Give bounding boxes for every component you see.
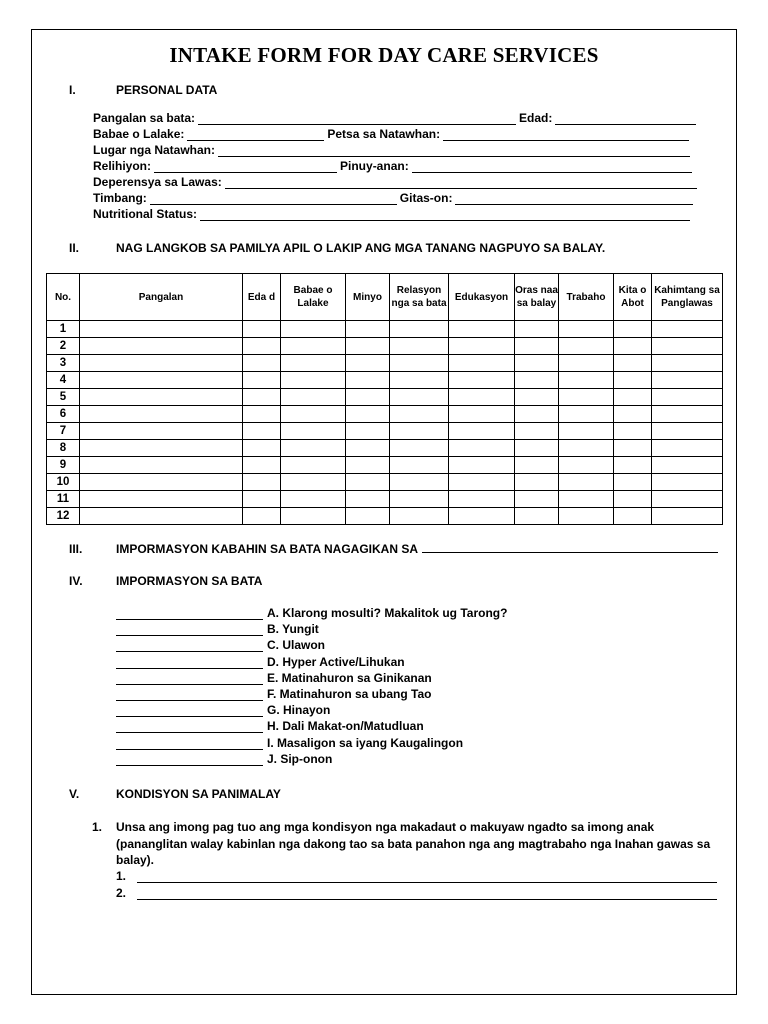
table-row [47, 355, 723, 372]
label-babae: Babae o Lalake: [93, 127, 185, 141]
input-babae[interactable] [187, 130, 324, 141]
child-info-input[interactable] [116, 706, 263, 717]
table-cell[interactable] [652, 457, 723, 474]
section-1-title: PERSONAL DATA [116, 83, 218, 97]
table-cell[interactable] [515, 321, 559, 338]
table-cell[interactable] [346, 355, 390, 372]
table-cell[interactable] [559, 491, 614, 508]
row-lugar [93, 142, 693, 157]
table-cell[interactable] [80, 372, 243, 389]
table-cell[interactable] [281, 474, 346, 491]
input-nutritional[interactable] [200, 210, 690, 221]
row-nutritional [93, 206, 693, 221]
table-cell[interactable] [614, 474, 652, 491]
table-cell[interactable] [559, 321, 614, 338]
child-info-item [116, 751, 332, 766]
child-info-item [116, 654, 405, 669]
table-cell[interactable] [346, 474, 390, 491]
table-cell[interactable] [243, 338, 281, 355]
input-pinuy[interactable] [412, 162, 692, 173]
table-row [47, 372, 723, 389]
row-number: 3 [47, 355, 80, 372]
table-cell[interactable] [80, 474, 243, 491]
table-cell[interactable] [243, 423, 281, 440]
row-number: 5 [47, 389, 80, 406]
row-number: 1 [47, 321, 80, 338]
answer-1-input[interactable] [137, 872, 717, 883]
table-cell[interactable] [390, 321, 449, 338]
table-row [47, 508, 723, 525]
col-header: Babae o Lalake [281, 274, 346, 321]
col-header: No. [47, 274, 80, 321]
table-cell[interactable] [243, 457, 281, 474]
table-cell[interactable] [515, 355, 559, 372]
table-cell[interactable] [652, 406, 723, 423]
section-2-title: NAG LANGKOB SA PAMILYA APIL O LAKIP ANG MGA TANANG NAGPUYO SA BALAY. [116, 241, 606, 255]
input-gitas[interactable] [455, 194, 693, 205]
table-cell[interactable] [80, 406, 243, 423]
label-nutritional: Nutritional Status: [93, 207, 197, 221]
col-header: Kita o Abot [614, 274, 652, 321]
table-cell[interactable] [390, 406, 449, 423]
child-info-item [116, 637, 325, 652]
table-cell[interactable] [243, 321, 281, 338]
table-cell[interactable] [80, 508, 243, 525]
table-cell[interactable] [559, 508, 614, 525]
table-cell[interactable] [281, 491, 346, 508]
child-info-label: D. Hyper Active/Lihukan [267, 654, 405, 669]
table-cell[interactable] [614, 338, 652, 355]
label-petsa: Petsa sa Natawhan: [327, 127, 441, 141]
table-cell[interactable] [281, 372, 346, 389]
table-row [47, 474, 723, 491]
child-info-label: H. Dali Makat-on/Matudluan [267, 719, 424, 734]
table-cell[interactable] [652, 321, 723, 338]
table-cell[interactable] [346, 338, 390, 355]
table-cell[interactable] [449, 474, 515, 491]
table-cell[interactable] [281, 389, 346, 406]
table-cell[interactable] [652, 372, 723, 389]
child-info-input[interactable] [116, 625, 263, 636]
table-cell[interactable] [652, 423, 723, 440]
section-3-number: III. [69, 542, 83, 556]
table-cell[interactable] [449, 423, 515, 440]
table-row [47, 389, 723, 406]
label-pangalan: Pangalan sa bata: [93, 111, 196, 125]
table-cell[interactable] [614, 406, 652, 423]
col-header: Trabaho [559, 274, 614, 321]
table-cell[interactable] [652, 338, 723, 355]
table-cell[interactable] [515, 508, 559, 525]
row-number: 4 [47, 372, 80, 389]
table-cell[interactable] [243, 491, 281, 508]
child-info-input[interactable] [116, 674, 263, 685]
table-cell[interactable] [390, 457, 449, 474]
row-number: 8 [47, 440, 80, 457]
table-cell[interactable] [346, 406, 390, 423]
question-1 [92, 819, 716, 869]
table-cell[interactable] [652, 389, 723, 406]
section-4-number: IV. [69, 574, 83, 588]
child-info-label: B. Yungit [267, 622, 319, 637]
table-row [47, 406, 723, 423]
input-deperensya[interactable] [225, 178, 697, 189]
table-row [47, 321, 723, 338]
table-cell[interactable] [614, 321, 652, 338]
table-row [47, 440, 723, 457]
row-number: 10 [47, 474, 80, 491]
table-cell[interactable] [515, 440, 559, 457]
col-header: Pangalan [80, 274, 243, 321]
label-timbang: Timbang: [93, 191, 147, 205]
table-cell[interactable] [614, 389, 652, 406]
table-cell[interactable] [652, 508, 723, 525]
table-cell[interactable] [449, 440, 515, 457]
child-info-item [116, 621, 319, 636]
table-cell[interactable] [243, 406, 281, 423]
table-cell[interactable] [515, 406, 559, 423]
answer-line-1 [116, 868, 720, 883]
table-cell[interactable] [80, 491, 243, 508]
table-cell[interactable] [652, 355, 723, 372]
table-cell[interactable] [449, 321, 515, 338]
table-row [47, 423, 723, 440]
table-cell[interactable] [80, 321, 243, 338]
table-cell[interactable] [614, 491, 652, 508]
col-header: Eda d [243, 274, 281, 321]
col-header: Edukasyon [449, 274, 515, 321]
row-deperensya [93, 174, 700, 189]
child-info-item [116, 686, 431, 701]
table-cell[interactable] [449, 355, 515, 372]
input-petsa[interactable] [443, 130, 689, 141]
table-cell[interactable] [281, 406, 346, 423]
table-cell[interactable] [559, 355, 614, 372]
table-cell[interactable] [449, 406, 515, 423]
table-cell[interactable] [243, 508, 281, 525]
table-cell[interactable] [614, 372, 652, 389]
input-timbang[interactable] [150, 194, 397, 205]
col-header: Kahimtang sa Panglawas [652, 274, 723, 321]
table-cell[interactable] [390, 508, 449, 525]
table-cell[interactable] [390, 474, 449, 491]
table-cell[interactable] [390, 440, 449, 457]
answer-line-2 [116, 885, 720, 900]
table-cell[interactable] [515, 372, 559, 389]
row-timbang [93, 190, 696, 205]
table-cell[interactable] [243, 474, 281, 491]
row-number: 12 [47, 508, 80, 525]
label-deperensya: Deperensya sa Lawas: [93, 175, 222, 189]
section-1-number: I. [69, 83, 76, 97]
child-info-label: J. Sip-onon [267, 751, 333, 766]
table-cell[interactable] [80, 338, 243, 355]
table-cell[interactable] [243, 440, 281, 457]
table-cell[interactable] [614, 508, 652, 525]
row-pangalan [93, 110, 699, 125]
table-cell[interactable] [449, 491, 515, 508]
table-cell[interactable] [449, 508, 515, 525]
answer-2-input[interactable] [137, 889, 717, 900]
table-cell[interactable] [515, 338, 559, 355]
row-number: 6 [47, 406, 80, 423]
table-cell[interactable] [346, 389, 390, 406]
label-gitas: Gitas-on: [399, 191, 453, 205]
table-cell[interactable] [449, 457, 515, 474]
table-cell[interactable] [281, 423, 346, 440]
table-cell[interactable] [390, 491, 449, 508]
table-cell[interactable] [449, 372, 515, 389]
section-3-heading [69, 542, 721, 556]
table-cell[interactable] [515, 457, 559, 474]
table-cell[interactable] [80, 355, 243, 372]
section-5-number: V. [69, 787, 80, 801]
table-cell[interactable] [559, 474, 614, 491]
input-lugar[interactable] [218, 146, 690, 157]
family-table [46, 273, 723, 525]
table-cell[interactable] [346, 508, 390, 525]
table-cell[interactable] [346, 321, 390, 338]
child-info-input[interactable] [116, 690, 263, 701]
table-cell[interactable] [243, 355, 281, 372]
table-cell[interactable] [559, 338, 614, 355]
answer-2-number: 2. [116, 886, 127, 900]
table-cell[interactable] [243, 389, 281, 406]
child-info-label: C. Ulawon [267, 638, 326, 653]
table-cell[interactable] [80, 389, 243, 406]
label-relihiyon: Relihiyon: [93, 159, 152, 173]
table-cell[interactable] [390, 389, 449, 406]
table-cell[interactable] [614, 423, 652, 440]
table-cell[interactable] [80, 440, 243, 457]
input-pangalan[interactable] [198, 114, 516, 125]
table-cell[interactable] [559, 440, 614, 457]
form-title: INTAKE FORM FOR DAY CARE SERVICES [169, 43, 599, 67]
table-cell[interactable] [652, 491, 723, 508]
child-info-label: I. Masaligon sa iyang Kaugalingon [267, 735, 464, 750]
table-cell[interactable] [614, 457, 652, 474]
row-relihiyon [93, 158, 695, 173]
child-info-item [116, 605, 507, 620]
table-cell[interactable] [559, 457, 614, 474]
table-cell[interactable] [346, 440, 390, 457]
table-cell[interactable] [614, 355, 652, 372]
row-number: 2 [47, 338, 80, 355]
row-number: 9 [47, 457, 80, 474]
section-3-title: IMPORMASYON KABAHIN SA BATA NAGAGIKAN SA [116, 542, 418, 556]
table-cell[interactable] [515, 474, 559, 491]
table-cell[interactable] [449, 389, 515, 406]
col-header: Relasyon nga sa bata [390, 274, 449, 321]
table-cell[interactable] [80, 457, 243, 474]
child-info-label: A. Klarong mosulti? Makalitok ug Tarong? [267, 606, 508, 620]
child-info-input[interactable] [116, 641, 263, 652]
input-edad[interactable] [555, 114, 696, 125]
table-cell[interactable] [515, 423, 559, 440]
input-relihiyon[interactable] [154, 162, 337, 173]
table-cell[interactable] [559, 389, 614, 406]
child-info-item [116, 670, 432, 685]
child-info-label: F. Matinahuron sa ubang Tao [267, 687, 432, 701]
table-cell[interactable] [243, 372, 281, 389]
table-cell[interactable] [281, 440, 346, 457]
table-cell[interactable] [390, 423, 449, 440]
child-info-input[interactable] [116, 739, 263, 750]
child-info-input[interactable] [116, 658, 263, 669]
table-cell[interactable] [390, 355, 449, 372]
table-cell[interactable] [346, 491, 390, 508]
table-cell[interactable] [652, 440, 723, 457]
table-cell[interactable] [652, 474, 723, 491]
table-header-row [47, 274, 723, 321]
table-cell[interactable] [390, 338, 449, 355]
table-row [47, 338, 723, 355]
table-cell[interactable] [80, 423, 243, 440]
table-cell[interactable] [559, 372, 614, 389]
table-cell[interactable] [281, 457, 346, 474]
child-info-label: E. Matinahuron sa Ginikanan [267, 670, 432, 685]
table-cell[interactable] [346, 372, 390, 389]
section-4-title: IMPORMASYON SA BATA [116, 574, 263, 588]
table-cell[interactable] [281, 355, 346, 372]
row-babae [93, 126, 692, 141]
child-info-input[interactable] [116, 722, 263, 733]
label-lugar: Lugar nga Natawhan: [93, 143, 216, 157]
table-cell[interactable] [515, 389, 559, 406]
label-edad: Edad: [519, 111, 553, 125]
table-cell[interactable] [281, 321, 346, 338]
row-number: 7 [47, 423, 80, 440]
table-cell[interactable] [346, 423, 390, 440]
child-info-label: G. Hinayon [267, 703, 331, 718]
label-pinuy: Pinuy-anan: [340, 159, 409, 173]
table-cell[interactable] [614, 440, 652, 457]
child-info-item [116, 735, 463, 750]
col-header: Minyo [346, 274, 390, 321]
child-info-item [116, 718, 424, 733]
table-row [47, 457, 723, 474]
child-info-input[interactable] [116, 609, 263, 620]
table-cell[interactable] [559, 406, 614, 423]
table-cell[interactable] [559, 423, 614, 440]
table-cell[interactable] [346, 457, 390, 474]
section-2-number: II. [69, 241, 80, 255]
table-cell[interactable] [281, 338, 346, 355]
col-header: Oras naa sa balay [515, 274, 559, 321]
answer-1-number: 1. [116, 869, 127, 883]
table-cell[interactable] [515, 491, 559, 508]
row-number: 11 [47, 491, 80, 508]
child-info-input[interactable] [116, 755, 263, 766]
table-cell[interactable] [449, 338, 515, 355]
question-1-number: 1. [92, 820, 103, 834]
table-cell[interactable] [390, 372, 449, 389]
question-1-text: Unsa ang imong pag tuo ang mga kondisyon nga makadaut o makuyaw ngadto sa imong anak (pananglitan walay kabinlan nga dakong tao sa bata panahon nga ang magtrabaho nga Inahan gawas sa balay). [116, 820, 711, 867]
input-source[interactable] [422, 542, 718, 553]
child-info-item [116, 702, 330, 717]
table-row [47, 491, 723, 508]
section-5-title: KONDISYON SA PANIMALAY [116, 787, 281, 801]
table-cell[interactable] [281, 508, 346, 525]
